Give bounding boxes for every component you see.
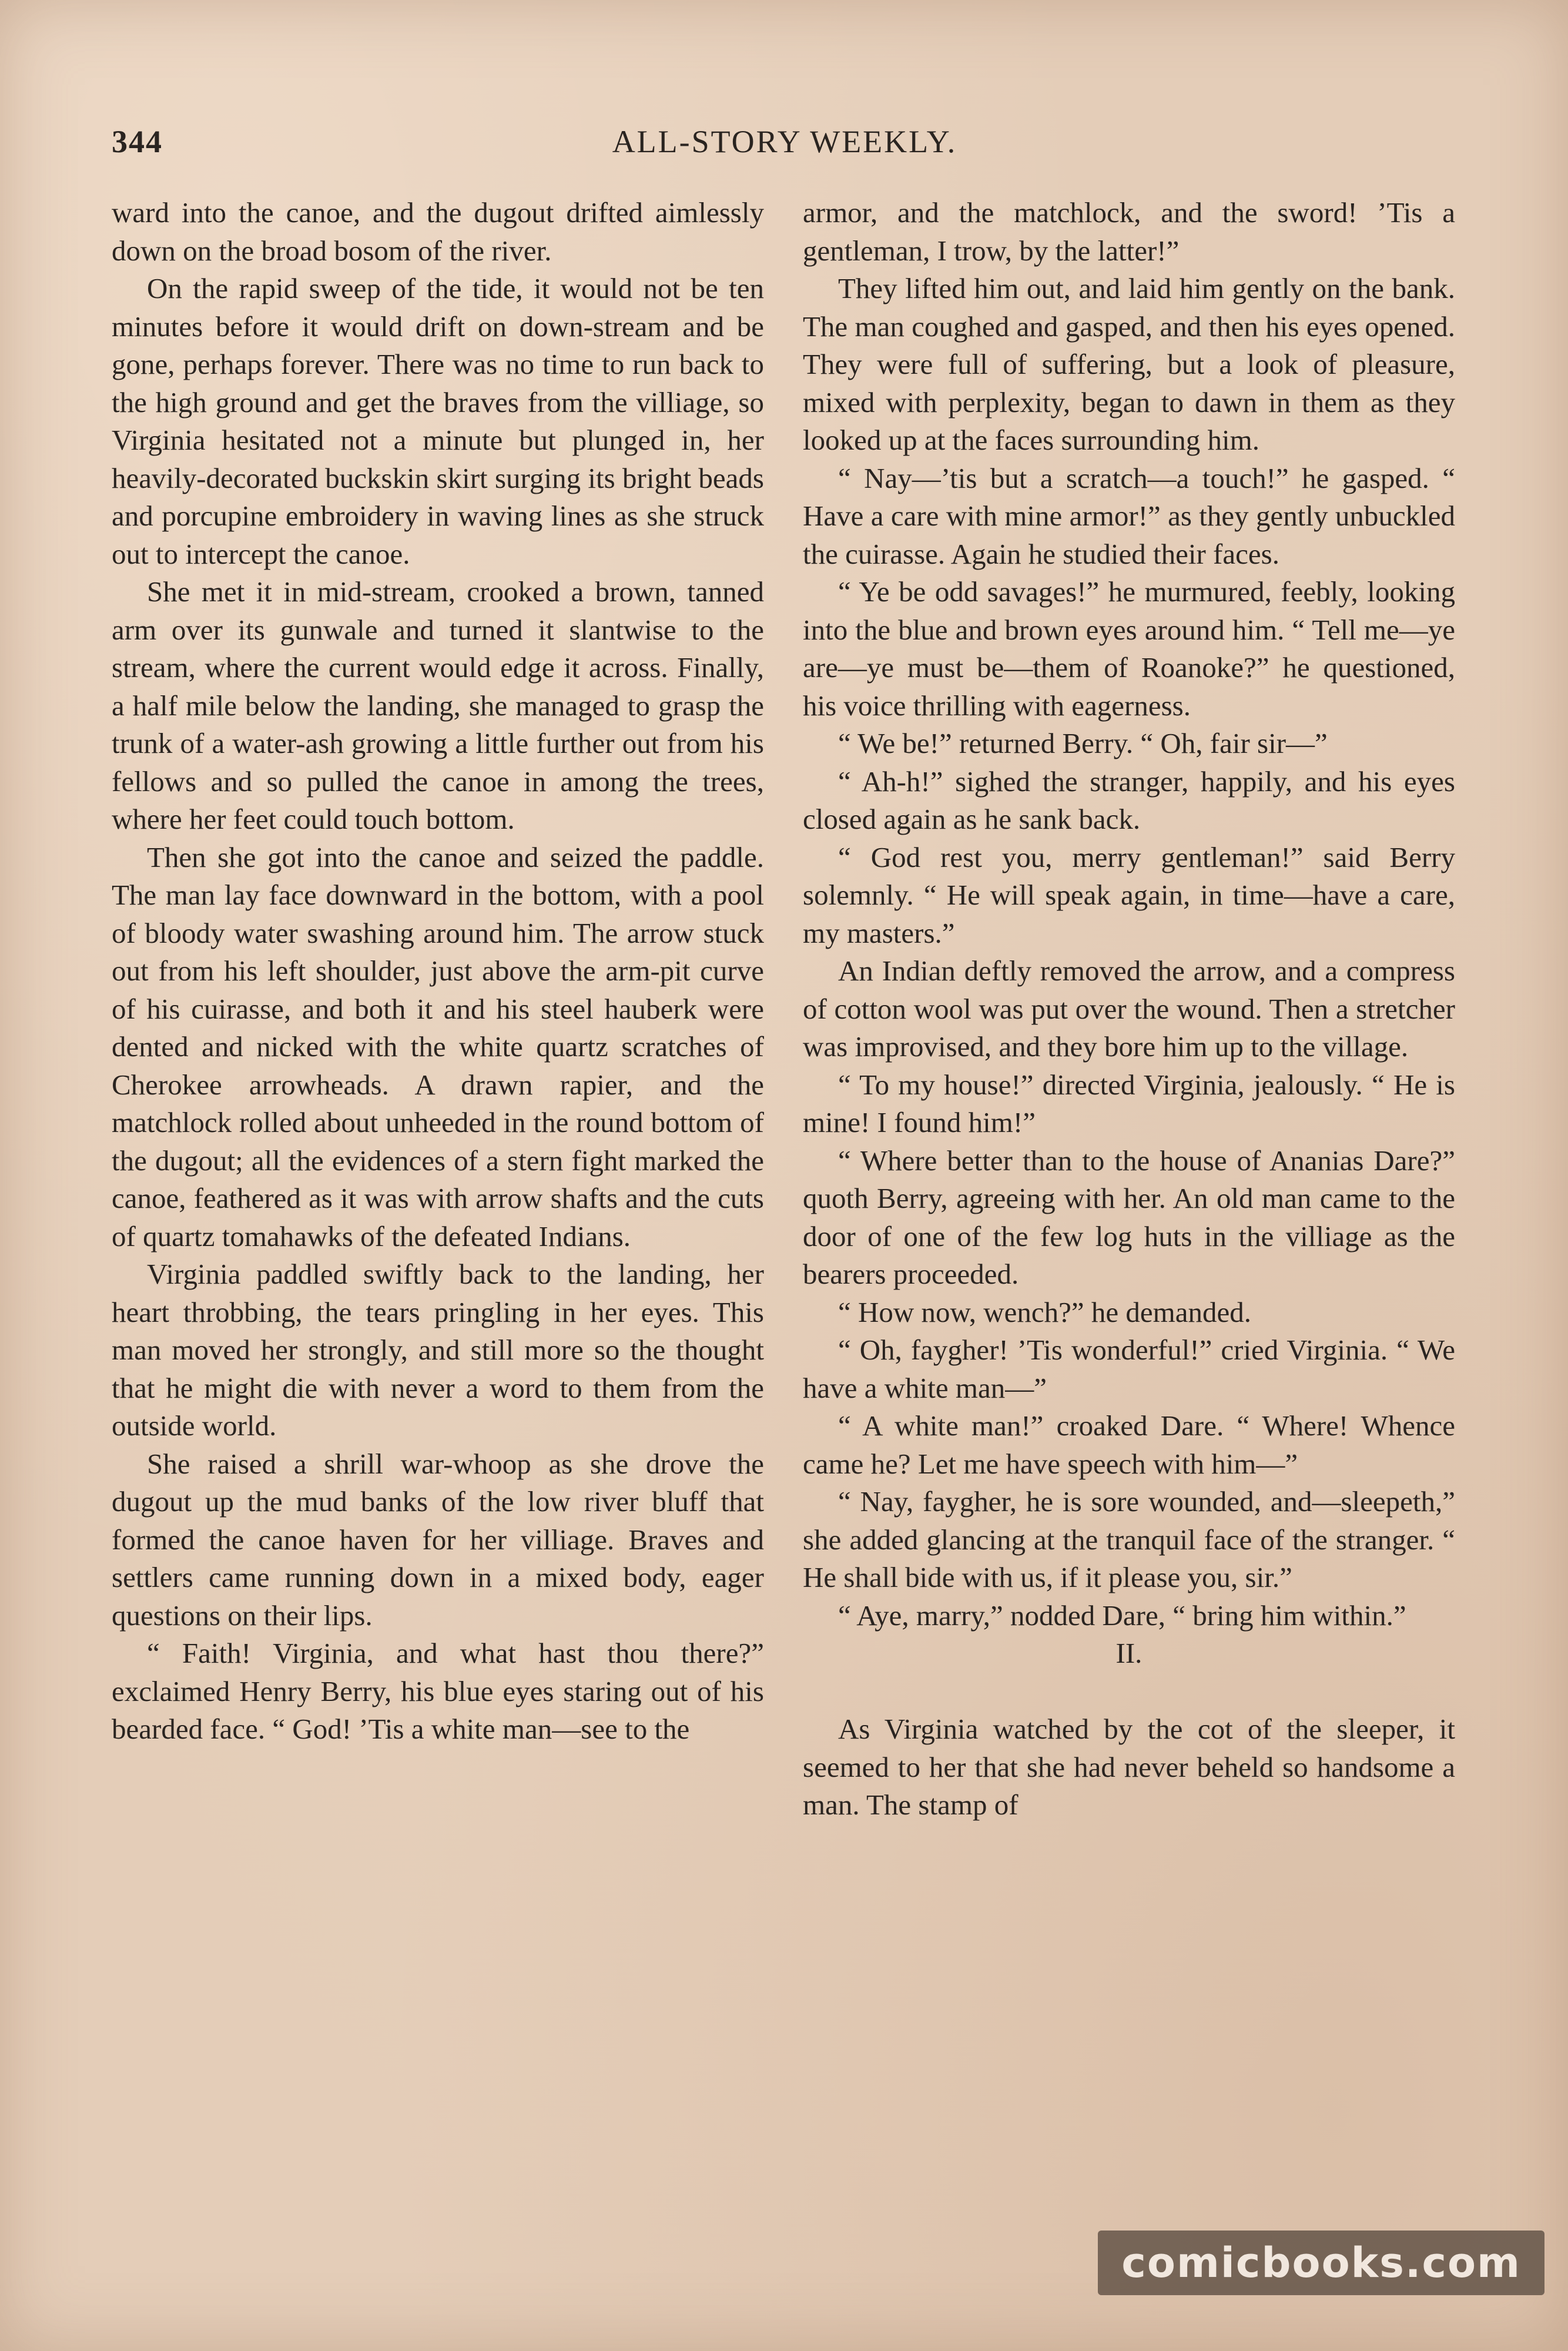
paragraph: “ Ye be odd savages!” he murmured, feebly, looking into the blue and brown eyes around him. “ Tell me—ye are—ye must be—them of Roanoke?” he questioned, his voice thrilling with eagerness. <box>803 575 1455 722</box>
paragraph: She raised a shrill war-whoop as she drove the dugout up the mud banks of the low river bluff that formed the canoe haven for her villiage. Braves and settlers came running down in a mixed body, eager questions on their lips. <box>112 1447 764 1632</box>
running-title: ALL-STORY WEEKLY. <box>612 124 957 159</box>
right-column <box>803 194 1455 1824</box>
paragraph: They lifted him out, and laid him gently on the bank. The man coughed and gasped, and then his eyes opened. They were full of suffering, but a look of pleasure, mixed with perplexity, began to dawn in them as they looked up at the faces surrounding him. <box>803 272 1455 456</box>
paragraph: “ Nay, faygher, he is sore wounded, and—sleepeth,” she added glancing at the tranquil face of the stranger. “ He shall bide with us, if it please you, sir.” <box>803 1485 1455 1593</box>
watermark: comicbooks.com <box>1098 2231 1544 2295</box>
paragraph: “ How now, wench?” he demanded. <box>838 1295 1251 1328</box>
paragraph: “ To my house!” directed Virginia, jealously. “ He is mine! I found him!” <box>803 1068 1455 1138</box>
paragraph: “ We be!” returned Berry. “ Oh, fair sir—” <box>838 727 1328 759</box>
paragraph: Then she got into the canoe and seized the paddle. The man lay face downward in the bottom, with a pool of bloody water swashing around him. The arrow stuck out from his left shoulder, just above the arm-pit curve of his cuirasse, and both it and his steel hauberk were dented and nicked with the white quartz scratches of Cherokee arrowheads. A drawn rapier, and the matchlock rolled about unheeded in the round bottom of the dugout; all the evidences of a stern fight marked the canoe, feathered as it was with arrow shafts and the cuts of quartz tomahawks of the defeated Indians. <box>112 840 764 1252</box>
paragraph: She met it in mid-stream, crooked a brown, tanned arm over its gunwale and turned it slantwise to the stream, where the current would edge it across. Finally, a half mile below the landing, she managed to grasp the trunk of a water-ash growing a little further out from his fellows and so pulled the canoe in among the trees, where her feet could touch bottom. <box>112 575 764 835</box>
paragraph: “ Nay—’tis but a scratch—a touch!” he gasped. “ Have a care with mine armor!” as they gently unbuckled the cuirasse. Again he studied their faces. <box>803 461 1455 570</box>
page-header <box>112 123 1458 170</box>
paragraph: “ Faith! Virginia, and what hast thou there?” exclaimed Henry Berry, his blue eyes staring out of his bearded face. “ God! ’Tis a white man—see to the <box>112 1637 764 1745</box>
paragraph: An Indian deftly removed the arrow, and a compress of cotton wool was put over the wound. Then a stretcher was improvised, and they bore him up to the village. <box>803 955 1455 1063</box>
paragraph: “ Aye, marry,” nodded Dare, “ bring him within.” <box>838 1599 1406 1632</box>
paragraph: “ Ah-h!” sighed the stranger, happily, and his eyes closed again as he sank back. <box>803 765 1455 835</box>
page-number: 344 <box>112 124 163 159</box>
paragraph: “ A white man!” croaked Dare. “ Where! Whence came he? Let me have speech with him—” <box>803 1409 1455 1480</box>
paragraph: “ Where better than to the house of Ananias Dare?” quoth Berry, agreeing with her. An old man came to the door of one of the few log huts in the villiage as the bearers proceeded. <box>803 1144 1455 1290</box>
paragraph: “ God rest you, merry gentleman!” said Berry solemnly. “ He will speak again, in time—have a care, my masters.” <box>803 840 1455 949</box>
paragraph: Virginia paddled swiftly back to the landing, her heart throbbing, the tears pringling in her eyes. This man moved her strongly, and still more so the thought that he might die with never a word to them from the outside world. <box>112 1258 764 1442</box>
paragraph: armor, and the matchlock, and the sword! ’Tis a gentleman, I trow, by the latter!” <box>803 196 1455 267</box>
paragraph: As Virginia watched by the cot of the sleeper, it seemed to her that she had never beheld so handsome a man. The stamp of <box>803 1713 1455 1821</box>
paragraph: ward into the canoe, and the dugout drifted aimlessly down on the broad bosom of the river. <box>112 196 764 267</box>
paragraph: On the rapid sweep of the tide, it would not be ten minutes before it would drift on down-stream and be gone, perhaps forever. There was no time to run back to the high ground and get the braves from the villiage, so Virginia hesitated not a minute but plunged in, her heavily-decorated buckskin skirt surging its bright beads and porcupine embroidery in waving lines as she struck out to intercept the canoe. <box>112 272 764 570</box>
section-heading: II. <box>1115 1637 1143 1669</box>
left-column <box>112 194 764 1749</box>
paragraph: “ Oh, faygher! ’Tis wonderful!” cried Virginia. “ We have a white man—” <box>803 1334 1455 1404</box>
